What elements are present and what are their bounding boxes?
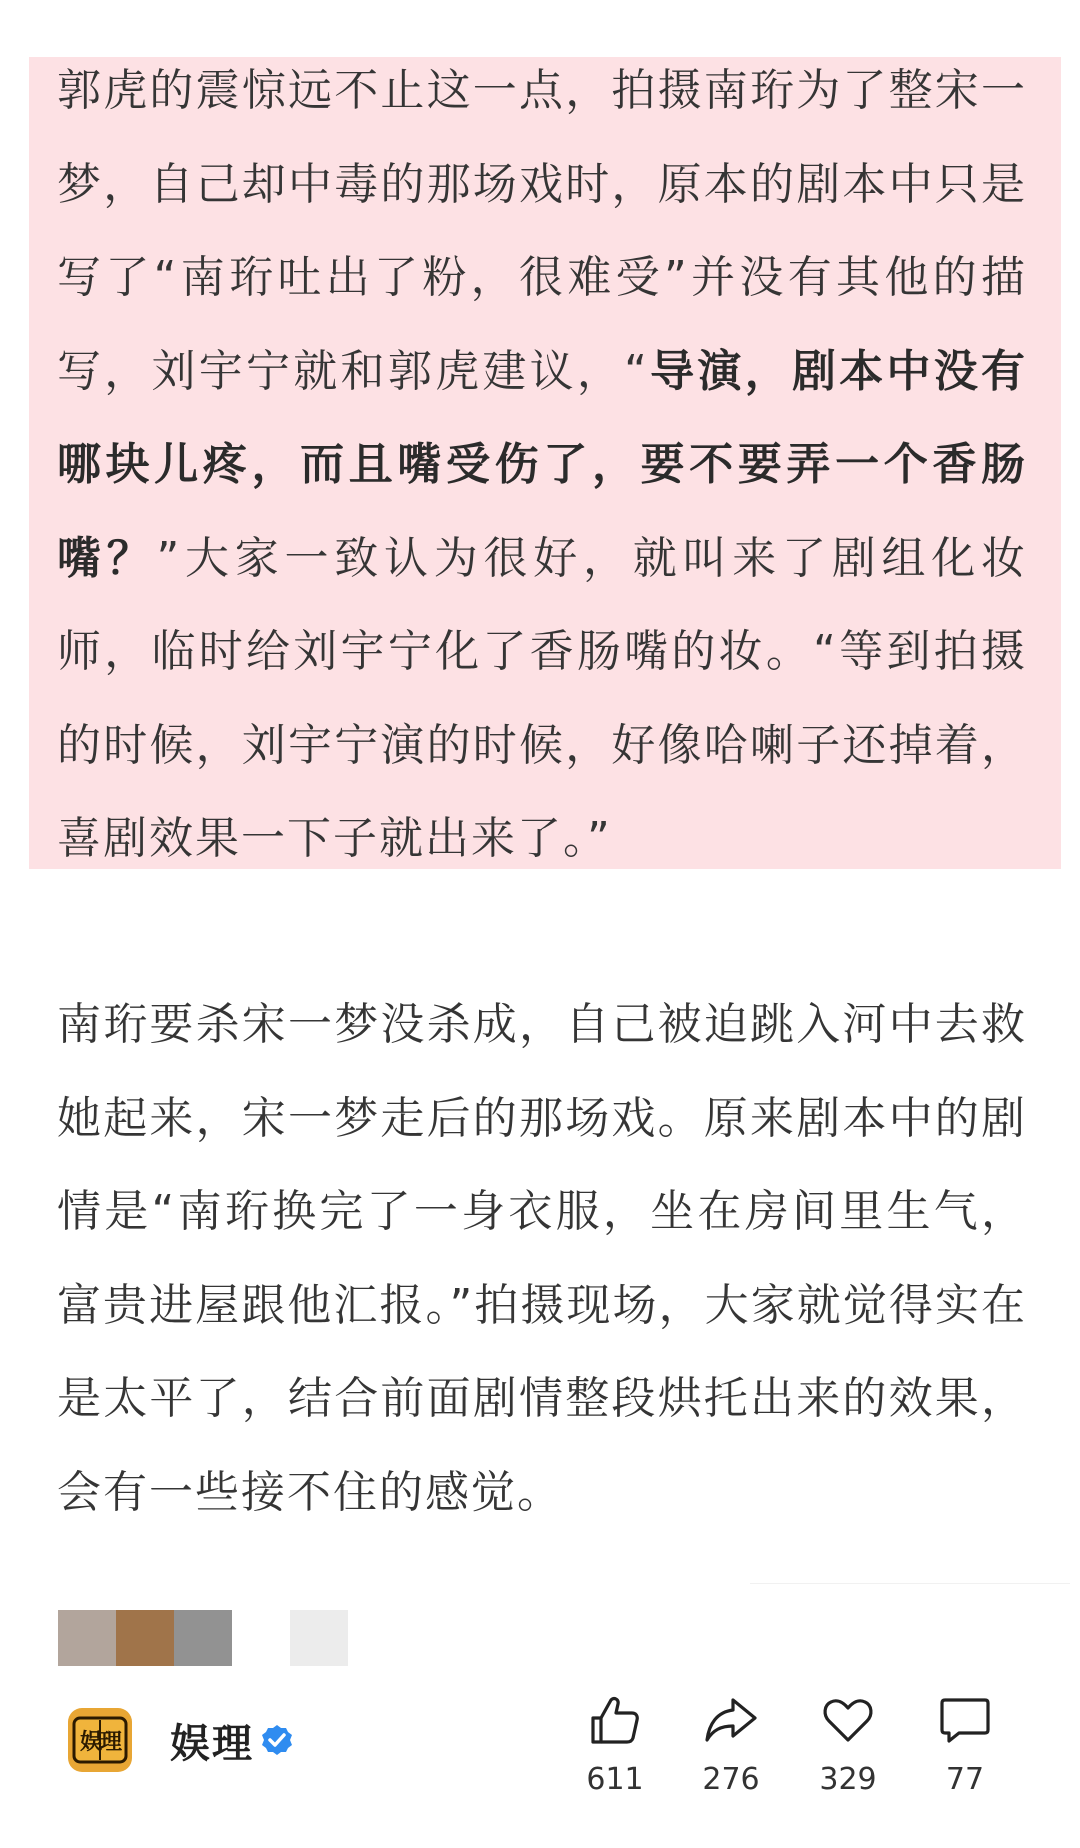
paragraph-text: ”大家一致认为很好，就叫来了剧组化妆师，临时给刘宇宁化了香肠嘴的妆。“等到拍摄的时候，刘宇宁演的时候，好像哈喇子还掉着，喜剧效果一下子就出来了。” bbox=[57, 532, 1028, 864]
author-info[interactable] bbox=[68, 1708, 294, 1772]
image-thumbnail-strip[interactable] bbox=[58, 1610, 348, 1666]
like-button[interactable] bbox=[570, 1692, 660, 1797]
avatar[interactable] bbox=[68, 1708, 132, 1772]
thumbnail-image[interactable] bbox=[290, 1610, 348, 1666]
bold-quote: 导演，剧本中没有哪块儿疼，而且嘴受伤了，要不要弄一个香肠嘴？ bbox=[57, 345, 1028, 584]
thumbnail-image[interactable] bbox=[174, 1610, 232, 1666]
favorite-count: 329 bbox=[819, 1762, 877, 1797]
comment-count: 77 bbox=[945, 1762, 985, 1797]
share-arrow-icon bbox=[703, 1692, 759, 1748]
spacer bbox=[232, 1610, 290, 1666]
article-paragraph-highlighted bbox=[57, 44, 1027, 886]
divider bbox=[750, 1583, 1070, 1584]
comment-button[interactable] bbox=[920, 1692, 1010, 1797]
thumbs-up-icon bbox=[587, 1692, 643, 1748]
thumbnail-image[interactable] bbox=[116, 1610, 174, 1666]
thumbnail-image[interactable] bbox=[58, 1610, 116, 1666]
like-count: 611 bbox=[586, 1762, 644, 1797]
author-name[interactable]: 娱理 bbox=[170, 1720, 254, 1767]
article-paragraph: 南珩要杀宋一梦没杀成，自己被迫跳入河中去救她起来，宋一梦走后的那场戏。原来剧本中的剧情是“南珩换完了一身衣服，坐在房间里生气，富贵进屋跟他汇报。”拍摄现场，大家就觉得实在是太平了，结合前面剧情整段烘托出来的效果，会有一些接不住的感觉。 bbox=[57, 999, 1027, 1518]
comment-bubble-icon bbox=[937, 1692, 993, 1748]
paragraph-text: 郭虎的震惊远不止这一点，拍摄南珩为了整宋一梦，自己却中毒的那场戏时，原本的剧本中只是写了“南珩吐出了粉，很难受”并没有其他的描写，刘宇宁就和郭虎建议，“ bbox=[57, 65, 1027, 397]
share-button[interactable] bbox=[686, 1692, 776, 1797]
heart-icon bbox=[820, 1692, 876, 1748]
verified-badge-icon bbox=[260, 1723, 294, 1757]
favorite-button[interactable] bbox=[803, 1692, 893, 1797]
avatar-label: 娱理 bbox=[79, 1729, 120, 1755]
share-count: 276 bbox=[702, 1762, 760, 1797]
